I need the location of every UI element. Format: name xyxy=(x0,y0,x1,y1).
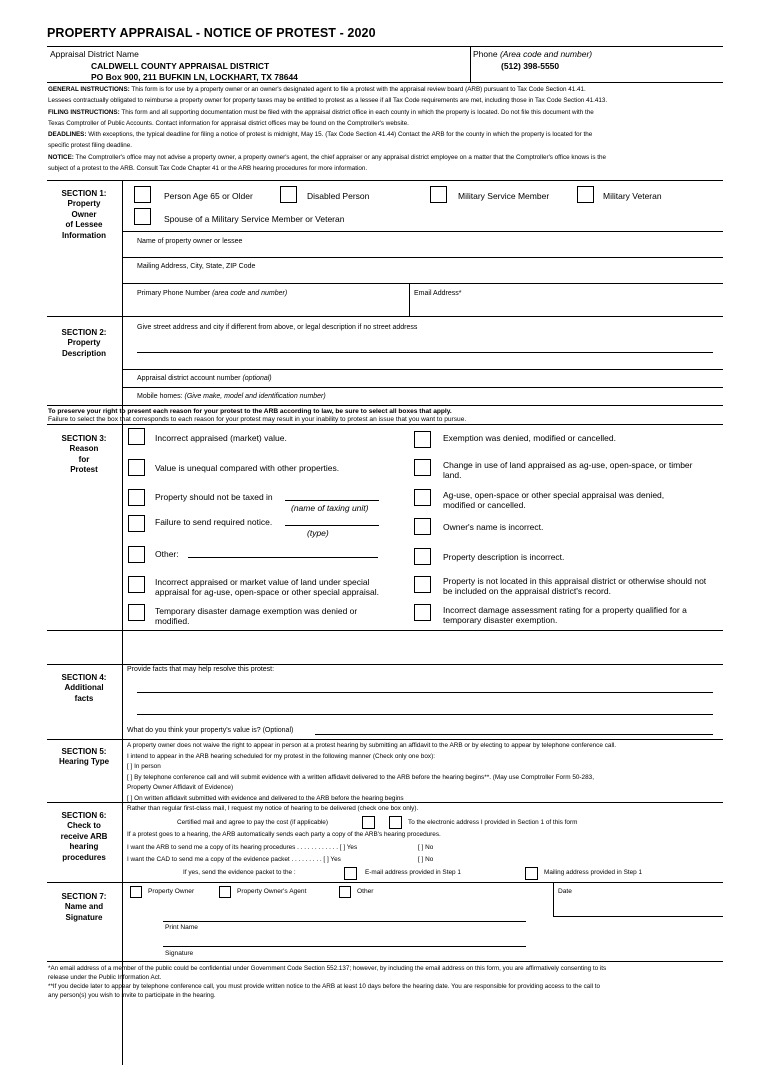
district-name: CALDWELL COUNTY APPRAISAL DISTRICT xyxy=(91,61,270,71)
section-4-heading: SECTION 4: Additional facts xyxy=(61,673,107,703)
reason-disaster-denied-checkbox[interactable] xyxy=(128,604,145,621)
military-veteran-label: Military Veteran xyxy=(603,191,662,201)
reason-description-checkbox[interactable] xyxy=(414,548,431,565)
electronic-checkbox[interactable] xyxy=(389,816,402,829)
mobile-homes-field[interactable]: Mobile homes: (Give make, model and identification number) xyxy=(137,393,326,400)
cad-copy-no-option[interactable]: [ ] No xyxy=(418,856,434,863)
date-field[interactable]: Date xyxy=(558,888,572,895)
signer-other-checkbox[interactable] xyxy=(339,886,351,898)
signer-other-label: Other xyxy=(357,888,374,895)
print-name-field[interactable]: Print Name xyxy=(165,924,198,931)
reason-not-taxed-label: Property should not be taxed in xyxy=(155,492,273,502)
district-label: Appraisal District Name xyxy=(50,49,139,59)
street-address-field[interactable]: Give street address and city if different from above, or legal description if no street address xyxy=(137,324,418,331)
age-65-label: Person Age 65 or Older xyxy=(164,191,253,201)
reason-owner-name-label: Owner's name is incorrect. xyxy=(443,522,544,532)
reason-location-checkbox[interactable] xyxy=(414,576,431,593)
reason-ag-use-checkbox[interactable] xyxy=(414,489,431,506)
reason-other-checkbox[interactable] xyxy=(128,546,145,563)
failure-note: Failure to select the box that corresponds to each reason for your protest may result in your inability to protest an issue that you want to pursue. xyxy=(48,416,467,423)
reason-market-value-checkbox[interactable] xyxy=(128,428,145,445)
email-field[interactable]: Email Address* xyxy=(414,290,462,297)
section-3-heading: SECTION 3: Reason for Protest xyxy=(61,434,107,475)
reason-ag-use-label: Ag-use, open-space or other special appraisal was denied, modified or cancelled. xyxy=(443,490,665,511)
district-address: PO Box 900, 211 BUFKIN LN, LOCKHART, TX 78644 xyxy=(91,72,298,82)
spouse-label: Spouse of a Military Service Member or Veteran xyxy=(164,214,345,224)
mail-step-checkbox[interactable] xyxy=(525,867,538,880)
certified-mail-label: Certified mail and agree to pay the cost (if applicable) xyxy=(177,819,328,826)
reason-disaster-denied-label: Temporary disaster damage exemption was denied or modified. xyxy=(155,606,358,627)
procedures-text: If a protest goes to a hearing, the ARB automatically sends each party a copy of the ARB's hearing procedures. xyxy=(127,831,441,838)
military-veteran-checkbox[interactable] xyxy=(577,186,594,203)
reason-not-taxed-checkbox[interactable] xyxy=(128,489,145,506)
arb-copy-no-option[interactable]: [ ] No xyxy=(418,844,434,851)
reason-notice-checkbox[interactable] xyxy=(128,515,145,532)
section-1-heading: SECTION 1: Property Owner of Lessee Information xyxy=(61,189,107,240)
section-6-heading: SECTION 6: Check to receive ARB hearing procedures xyxy=(60,811,108,862)
account-number-field[interactable]: Appraisal district account number (optional) xyxy=(137,375,272,382)
signer-owner-label: Property Owner xyxy=(148,888,195,895)
notice-type-field[interactable]: (type) xyxy=(307,528,329,538)
section-7-heading: SECTION 7: Name and Signature xyxy=(61,892,107,922)
reason-unequal-checkbox[interactable] xyxy=(128,459,145,476)
reason-location-label: Property is not located in this appraisal district or otherwise should not be included on the appraisal district's record. xyxy=(443,576,707,597)
signer-agent-label: Property Owner's Agent xyxy=(237,888,307,895)
signature-field[interactable]: Signature xyxy=(165,950,194,957)
reason-exemption-label: Exemption was denied, modified or cancelled. xyxy=(443,433,616,443)
section-5-heading: SECTION 5: Hearing Type xyxy=(58,747,110,767)
reason-change-use-label: Change in use of land appraised as ag-use, open-space, or timber land. xyxy=(443,460,693,481)
reason-land-value-checkbox[interactable] xyxy=(128,576,145,593)
hearing-in-person-option[interactable]: [ ] In person xyxy=(127,763,161,770)
reason-land-value-label: Incorrect appraised or market value of land under special appraisal for ag-use, open-space or other special appraisal. xyxy=(155,577,379,598)
primary-phone-field[interactable]: Primary Phone Number (area code and number) xyxy=(137,290,288,297)
disabled-checkbox[interactable] xyxy=(280,186,297,203)
signer-owner-checkbox[interactable] xyxy=(130,886,142,898)
spouse-checkbox[interactable] xyxy=(134,208,151,225)
reason-notice-label: Failure to send required notice. xyxy=(155,517,273,527)
reason-damage-rating-label: Incorrect damage assessment rating for a property qualified for a temporary disaster exemption. xyxy=(443,605,687,626)
hearing-type-options: A property owner does not waive the right to appear in person at a protest hearing by submitting an affidavit to the ARB or by electing to appear by telephone conference call. I intend to appear in the ARB hearing scheduled for my protest in the following manner (Check only one box): [ ] In person [ ] By telephone conference call and will submit evidence with a written affidavit delivered to the ARB before the hearing begins**. (May use Comptroller Form 50-283, Property Owner Affidavit of Evidence) [ ] On written affidavit submitted with evidence and delivered to the ARB before the hearing begins xyxy=(127,741,616,804)
signer-agent-checkbox[interactable] xyxy=(219,886,231,898)
electronic-label: To the electronic address I provided in Section 1 of this form xyxy=(408,819,578,826)
reason-other-label: Other: xyxy=(155,549,179,559)
reason-damage-rating-checkbox[interactable] xyxy=(414,604,431,621)
arb-copy-yes-option[interactable]: I want the ARB to send me a copy of its hearing procedures . . . . . . . . . . . . [ ] Yes xyxy=(127,844,358,851)
military-member-label: Military Service Member xyxy=(458,191,550,201)
form-title: PROPERTY APPRAISAL - NOTICE OF PROTEST - 2020 xyxy=(47,26,376,40)
age-65-checkbox[interactable] xyxy=(134,186,151,203)
reason-exemption-checkbox[interactable] xyxy=(414,431,431,448)
value-opinion-label: What do you think your property's value is? (Optional) xyxy=(127,727,294,734)
reason-description-label: Property description is incorrect. xyxy=(443,552,565,562)
military-member-checkbox[interactable] xyxy=(430,186,447,203)
footer-notes: *An email address of a member of the public could be confidential under Government Code Section 552.137; however, by including the email address on this form, you are affirmatively consenting to its release under the Public Information Act. **If you decide later to appear by telephone conference call, you must provide written notice to the ARB at least 10 days before the hearing date. You are responsible for providing access to the call to any person(s) you wish to invite to participate in the hearing. xyxy=(48,965,607,999)
reason-unequal-label: Value is unequal compared with other properties. xyxy=(155,463,340,473)
mailing-address-field[interactable]: Mailing Address, City, State, ZIP Code xyxy=(137,263,256,270)
hearing-written-option[interactable]: [ ] On written affidavit submitted with evidence and delivered to the ARB before the hearing begins xyxy=(127,794,404,802)
email-step-checkbox[interactable] xyxy=(344,867,357,880)
instructions: GENERAL INSTRUCTIONS: This form is for use by a property owner or an owner's designated agent to file a protest with the appraisal review board (ARB) pursuant to Tax Code Section 41.41. Lessees contractually obligated to reimburse a property owner for property taxes may be entitled to protest as a lessee if all Tax Code requirements are met, including those in Tax Code Section 41.413. FILING INSTRUCTIONS: This form and all supporting documentation must be filed with the appraisal district office in each county in which the property is located. Do not file this document with the Texas Comptroller of Public Accounts. Contact information for appraisal district offices may be found on the Comptroller's website. DEADLINES: With exceptions, the typical deadline for filing a notice of protest is midnight, May 15. (Tax Code Section 41.44) Contact the ARB for the county in which the property is located for the specific protest filing deadline. NOTICE: The Comptroller's office may not advise a property owner, a property owner's agent, the chief appraiser or any appraisal district employee on a matter that the Comptroller's office knows is the subject of a protest to the ARB. Consult Tax Code Chapter 41 or the ARB hearing procedures for more information. xyxy=(48,86,608,173)
cad-copy-yes-option[interactable]: I want the CAD to send me a copy of the evidence packet . . . . . . . . . [ ] Yes xyxy=(127,856,341,863)
section-2-heading: SECTION 2: Property Description xyxy=(61,328,107,358)
value-opinion-field[interactable] xyxy=(315,734,713,735)
send-packet-text: If yes, send the evidence packet to the : xyxy=(183,869,296,876)
mail-step-label: Mailing address provided in Step 1 xyxy=(544,869,643,876)
owner-name-field[interactable]: Name of property owner or lessee xyxy=(137,238,243,245)
phone-label: Phone (Area code and number) xyxy=(473,49,593,59)
email-step-label: E-mail address provided in Step 1 xyxy=(365,869,461,876)
facts-field[interactable]: Provide facts that may help resolve this protest: xyxy=(127,666,275,673)
district-phone: (512) 398-5550 xyxy=(501,61,560,71)
certified-mail-checkbox[interactable] xyxy=(362,816,375,829)
reason-owner-name-checkbox[interactable] xyxy=(414,518,431,535)
reason-market-value-label: Incorrect appraised (market) value. xyxy=(155,433,287,443)
disabled-label: Disabled Person xyxy=(307,191,370,201)
preserve-note: To preserve your right to present each reason for your protest to the ARB according to law, be sure to select all boxes that apply. xyxy=(48,408,452,415)
hearing-telephone-option[interactable]: [ ] By telephone conference call and will submit evidence with a written affidavit delivered to the ARB before the hearing begins**. (May use Comptroller Form 50-283, xyxy=(127,773,594,781)
delivery-request-text: Rather than regular first-class mail, I request my notice of hearing to be delivered (check one box only). xyxy=(127,805,419,812)
taxing-unit-field[interactable]: (name of taxing unit) xyxy=(291,503,369,513)
reason-change-use-checkbox[interactable] xyxy=(414,459,431,476)
